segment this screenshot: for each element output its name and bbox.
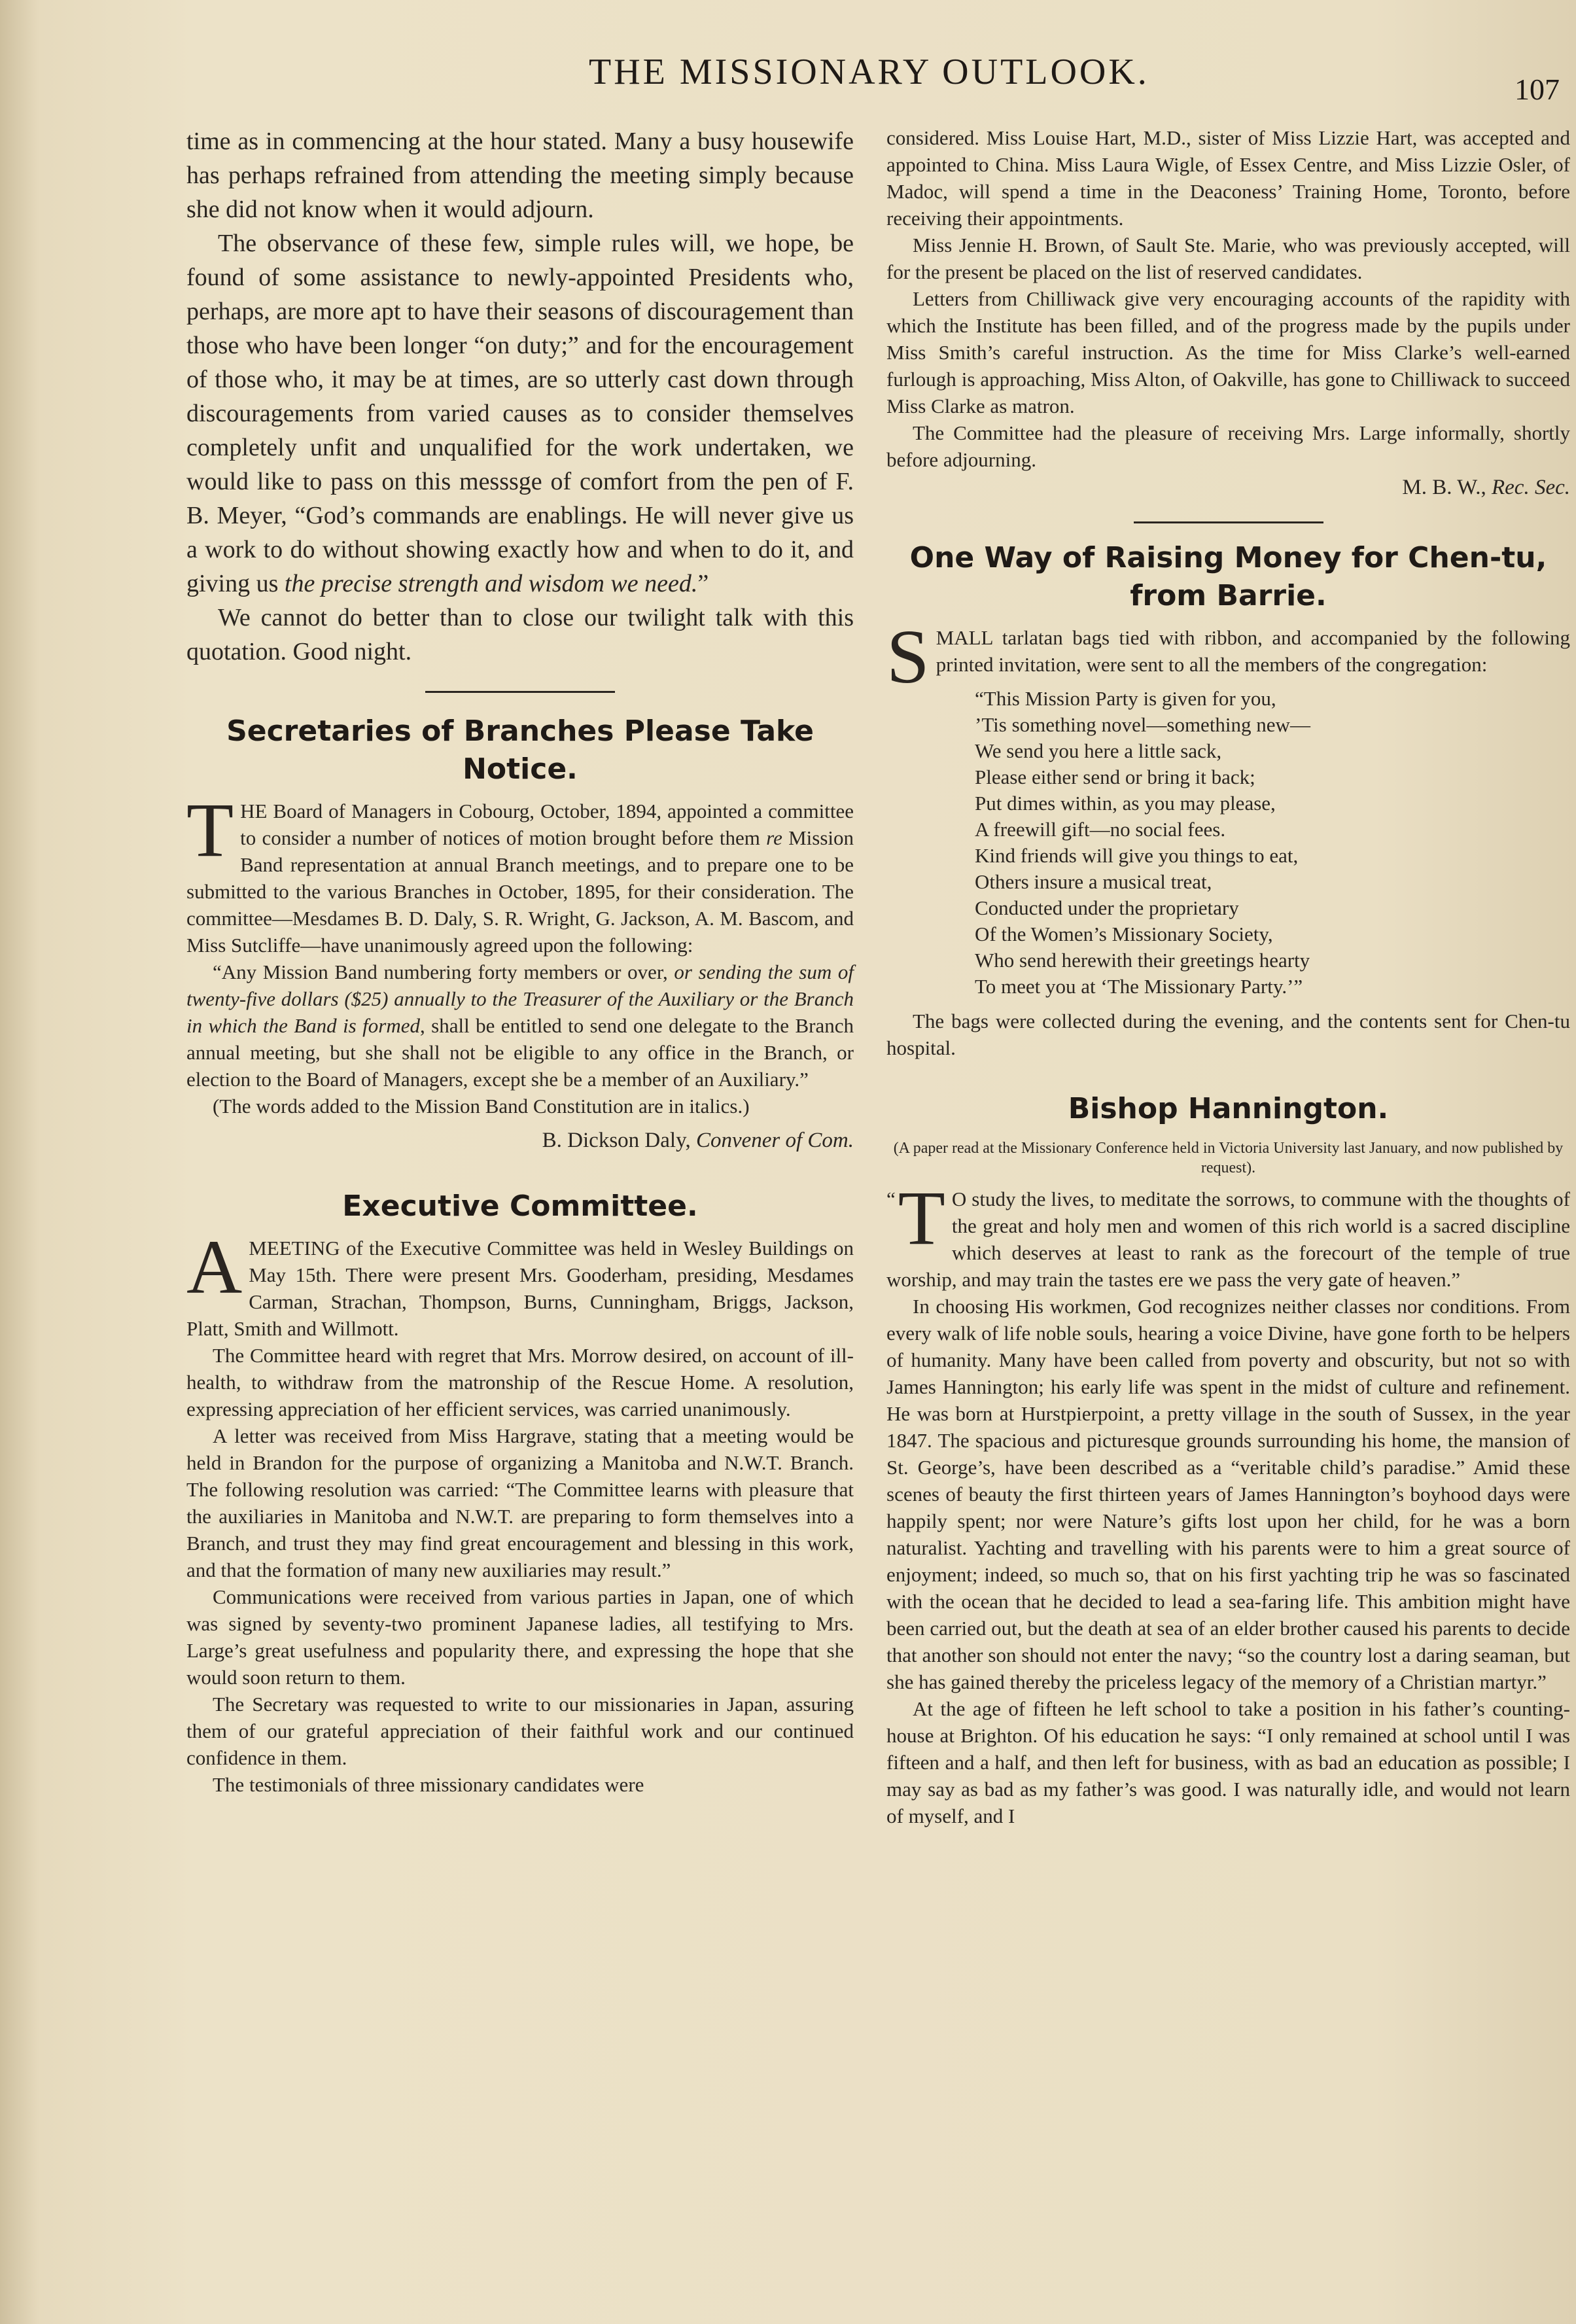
paragraph: time as in commencing at the hour stated. Many a busy housewife has perhaps refrained from attending the meeting simply because she did not know when it would adjourn. [186,128,854,223]
paragraph [186,226,854,601]
title-line: One Way of Raising Money for Chen-tu, [909,541,1547,574]
signature-role: Convener of Com. [695,1129,854,1152]
signature-name: M. B. W., [1402,476,1486,499]
paragraph: Letters from Chilliwack give very encouraging accounts of the rapidity with which the Institute has been filled, and of the progress made by the pupils under Miss Smith’s careful instruction. As the time for Miss Clarke’s well-earned furlough is approaching, Miss Alton, of Oakville, has gone to Chilliwack to succeed Miss Clarke as matron. [886,287,1570,417]
invitation-poem [975,686,1570,1000]
title-line: Secretaries of Branches Please Take [226,714,814,748]
paragraph: Miss Jennie H. Brown, of Sault Ste. Marie, who was previously accepted, will for the present be placed on the list of reserved candidates. [886,234,1570,283]
italic-text: or sending the sum of twenty-five dollars ($25) annually to the Treasurer of the Auxiliary or the Branch in which the Band is formed [186,960,854,1037]
page-number: 107 [1515,73,1560,106]
poem-line: ’Tis something novel—something new— [975,713,1310,736]
paragraph [186,959,854,1093]
text-run: O study the lives, to meditate the sorrows, to commune with the thoughts of the great and holy men and women of this rich world is a sacred discipline which deserves at least to rank as the forecourt of the temple of true worship, and may train the tastes ere we pass the very gate of heaven.” [886,1188,1570,1291]
left-column [186,124,854,1798]
italic-text: the precise strength and wisdom we need. [284,570,698,597]
drop-cap: T [186,787,234,873]
section-title [886,539,1570,615]
paragraph: The Committee had the pleasure of receiving Mrs. Large informally, shortly before adjourning. [886,421,1570,471]
section-title: Bishop Hannington. [1068,1092,1389,1125]
right-column [886,124,1570,1829]
section-title [186,713,854,788]
paragraph: (The words added to the Mission Band Constitution are in italics.) [213,1095,750,1118]
paragraph: The bags were collected during the evening, and the contents sent for Chen-tu hospital. [886,1010,1570,1059]
paragraph: considered. Miss Louise Hart, M.D., sister of Miss Lizzie Hart, was accepted and appointed to China. Miss Laura Wigle, of Essex Centre, and Miss Lizzie Osler, of Madoc, will spend a time in the Deaconess’ Training Home, Toronto, before receiving their appointments. [886,126,1570,230]
paragraph: In choosing His workmen, God recognizes neither classes nor conditions. From every walk of life noble souls, hearing a voice Divine, have gone forth to be helpers of humanity. Many have been called from poverty and obscurity, but not so with James Hannington; his early life was spent in the midst of culture and refinement. He was born at Hurstpierpoint, a pretty village in the south of Sussex, in the year 1847. The spacious and picturesque grounds surrounding his home, the mansion of St. George’s, have been described as a “veritable child’s paradise.” Amid these scenes of beauty the first thirteen years of James Hannington’s boyhood days were happily spent; nor were Nature’s gifts lost upon her child, for he was a born naturalist. Yachting and travelling with his parents were to him a great source of enjoyment; indeed, so much so, that on his first yachting trip he was so fascinated with the ocean that he decided to lead a sea-faring life. This ambition might have been carried out, but the death at sea of an elder brother caused his parents to decide that another son should not enter the navy; “so the country lost a daring seaman, but she has gained thereby the priceless legacy of the memory of a Christian martyr.” [886,1295,1570,1693]
text-run: , shall be entitled to send one delegate to the Branch annual meeting, but she shall not be eligible to any office in the Branch, or election to the Board of Managers, except she be a member of an Auxiliary.” [186,1014,854,1091]
open-quote: “ [886,1188,896,1210]
running-head: THE MISSIONARY OUTLOOK. [589,52,1149,92]
text-run: “Any Mission Band numbering forty members or over, [213,960,674,983]
poem-line: Put dimes within, as you may please, [975,792,1276,815]
signature-role: Rec. Sec. [1492,476,1570,499]
italic-text: re [766,826,782,849]
poem-line: Of the Women’s Missionary Society, [975,923,1273,945]
paragraph [186,1224,854,1342]
text-run: ” [697,570,709,597]
poem-line: Who send herewith their greetings hearty [975,949,1310,972]
paragraph: The Secretary was requested to write to our missionaries in Japan, assuring them of our grateful appreciation of their faithful work and our continued confidence in them. [186,1693,854,1769]
section-note: (A paper read at the Missionary Conference held in Victoria University last January, and now published by request). [893,1140,1564,1176]
drop-cap: T [898,1175,945,1261]
signature: B. Dickson Daly, Convener of Com. [542,1129,854,1152]
paragraph: The Committee heard with regret that Mrs. Morrow desired, on account of ill-health, to withdraw from the matronship of the Rescue Home. A resolution, expressing appreciation of her efficient services, was carried unanimously. [186,1344,854,1420]
paragraph [186,787,854,959]
paragraph [886,1175,1570,1293]
poem-line: “This Mission Party is given for you, [975,687,1276,710]
signature-name: B. Dickson Daly [542,1129,686,1152]
text-run: Mission Band representation at annual Branch meetings, and to prepare one to be submitted to the various Branches in October, 1895, for their consideration. The committee—Mesdames B. D. Daly, S. R. Wright, G. Jackson, A. M. Bascom, and Miss Sutcliffe—have unanimously agreed upon the following: [186,826,854,957]
drop-cap: A [186,1224,243,1310]
signature [886,473,1570,502]
poem-line: A freewill gift—no social fees. [975,818,1226,841]
paragraph: At the age of fifteen he left school to take a position in his father’s counting-house at Brighton. Of his education he says: “I only remained at school until I was fifteen and a half, and then left for business, with as bad an education as possible; I may say as bad as my father’s was good. I was naturally idle, and would not learn of myself, and I [886,1697,1570,1827]
poem-line: Conducted under the proprietary [975,896,1239,919]
text-run: HE Board of Managers in Cobourg, October, 1894, appointed a committee to consider a number of notices of motion brought before them [240,800,854,849]
paragraph: A letter was received from Miss Hargrave, stating that a meeting would be held in Brandon for the purpose of organizing a Manitoba and N.W.T. Branch. The following resolution was carried: “The Committee learns with pleasure that the auxiliaries in Manitoba and N.W.T. are preparing to form themselves into a Branch, and trust they may find great encouragement and blessing in this work, and that the formation of many new auxiliaries may result.” [186,1424,854,1581]
drop-cap: S [886,614,930,699]
title-line: Notice. [463,752,578,786]
poem-line: We send you here a little sack, [975,739,1222,762]
section-title: Executive Committee. [342,1189,698,1223]
paragraph: Communications were received from various parties in Japan, one of which was signed by seventy-two prominent Japanese ladies, all testifying to Mrs. Large’s great usefulness and popularity there, and expressing the hope that she would soon return to them. [186,1585,854,1689]
paragraph: The testimonials of three missionary candidates were [213,1773,644,1796]
poem-line: To meet you at ‘The Missionary Party.’” [975,975,1303,998]
text-run: MALL tarlatan bags tied with ribbon, and accompanied by the following printed invitation, were sent to all the members of the congregation: [936,626,1570,676]
text-run: The observance of these few, simple rules will, we hope, be found of some assistance to newly-appointed Presidents who, perhaps, are more apt to have their seasons of discouragement than those who have been longer “on duty;” and for the encouragement of those who, it may be at times, are so utterly cast down through discouragements from varied causes as to consider themselves completely unfit and unqualified for the work undertaken, we would like to pass on this messsge of comfort from the pen of F. B. Meyer, “God’s commands are enablings. He will never give us a work to do without showing exactly how and when to do it, and giving us [186,230,854,597]
poem-line: Kind friends will give you things to eat, [975,844,1299,867]
text-run: MEETING of the Executive Committee was held in Wesley Buildings on May 15th. There were present Mrs. Gooderham, presiding, Mesdames Carman, Strachan, Thompson, Burns, Cunningham, Briggs, Jackson, Platt, Smith and Willmott. [186,1237,854,1340]
poem-line: Others insure a musical treat, [975,870,1212,893]
paragraph: We cannot do better than to close our twilight talk with this quotation. Good night. [186,604,854,665]
title-line: from Barrie. [1130,579,1327,612]
poem-line: Please either send or bring it back; [975,766,1255,788]
